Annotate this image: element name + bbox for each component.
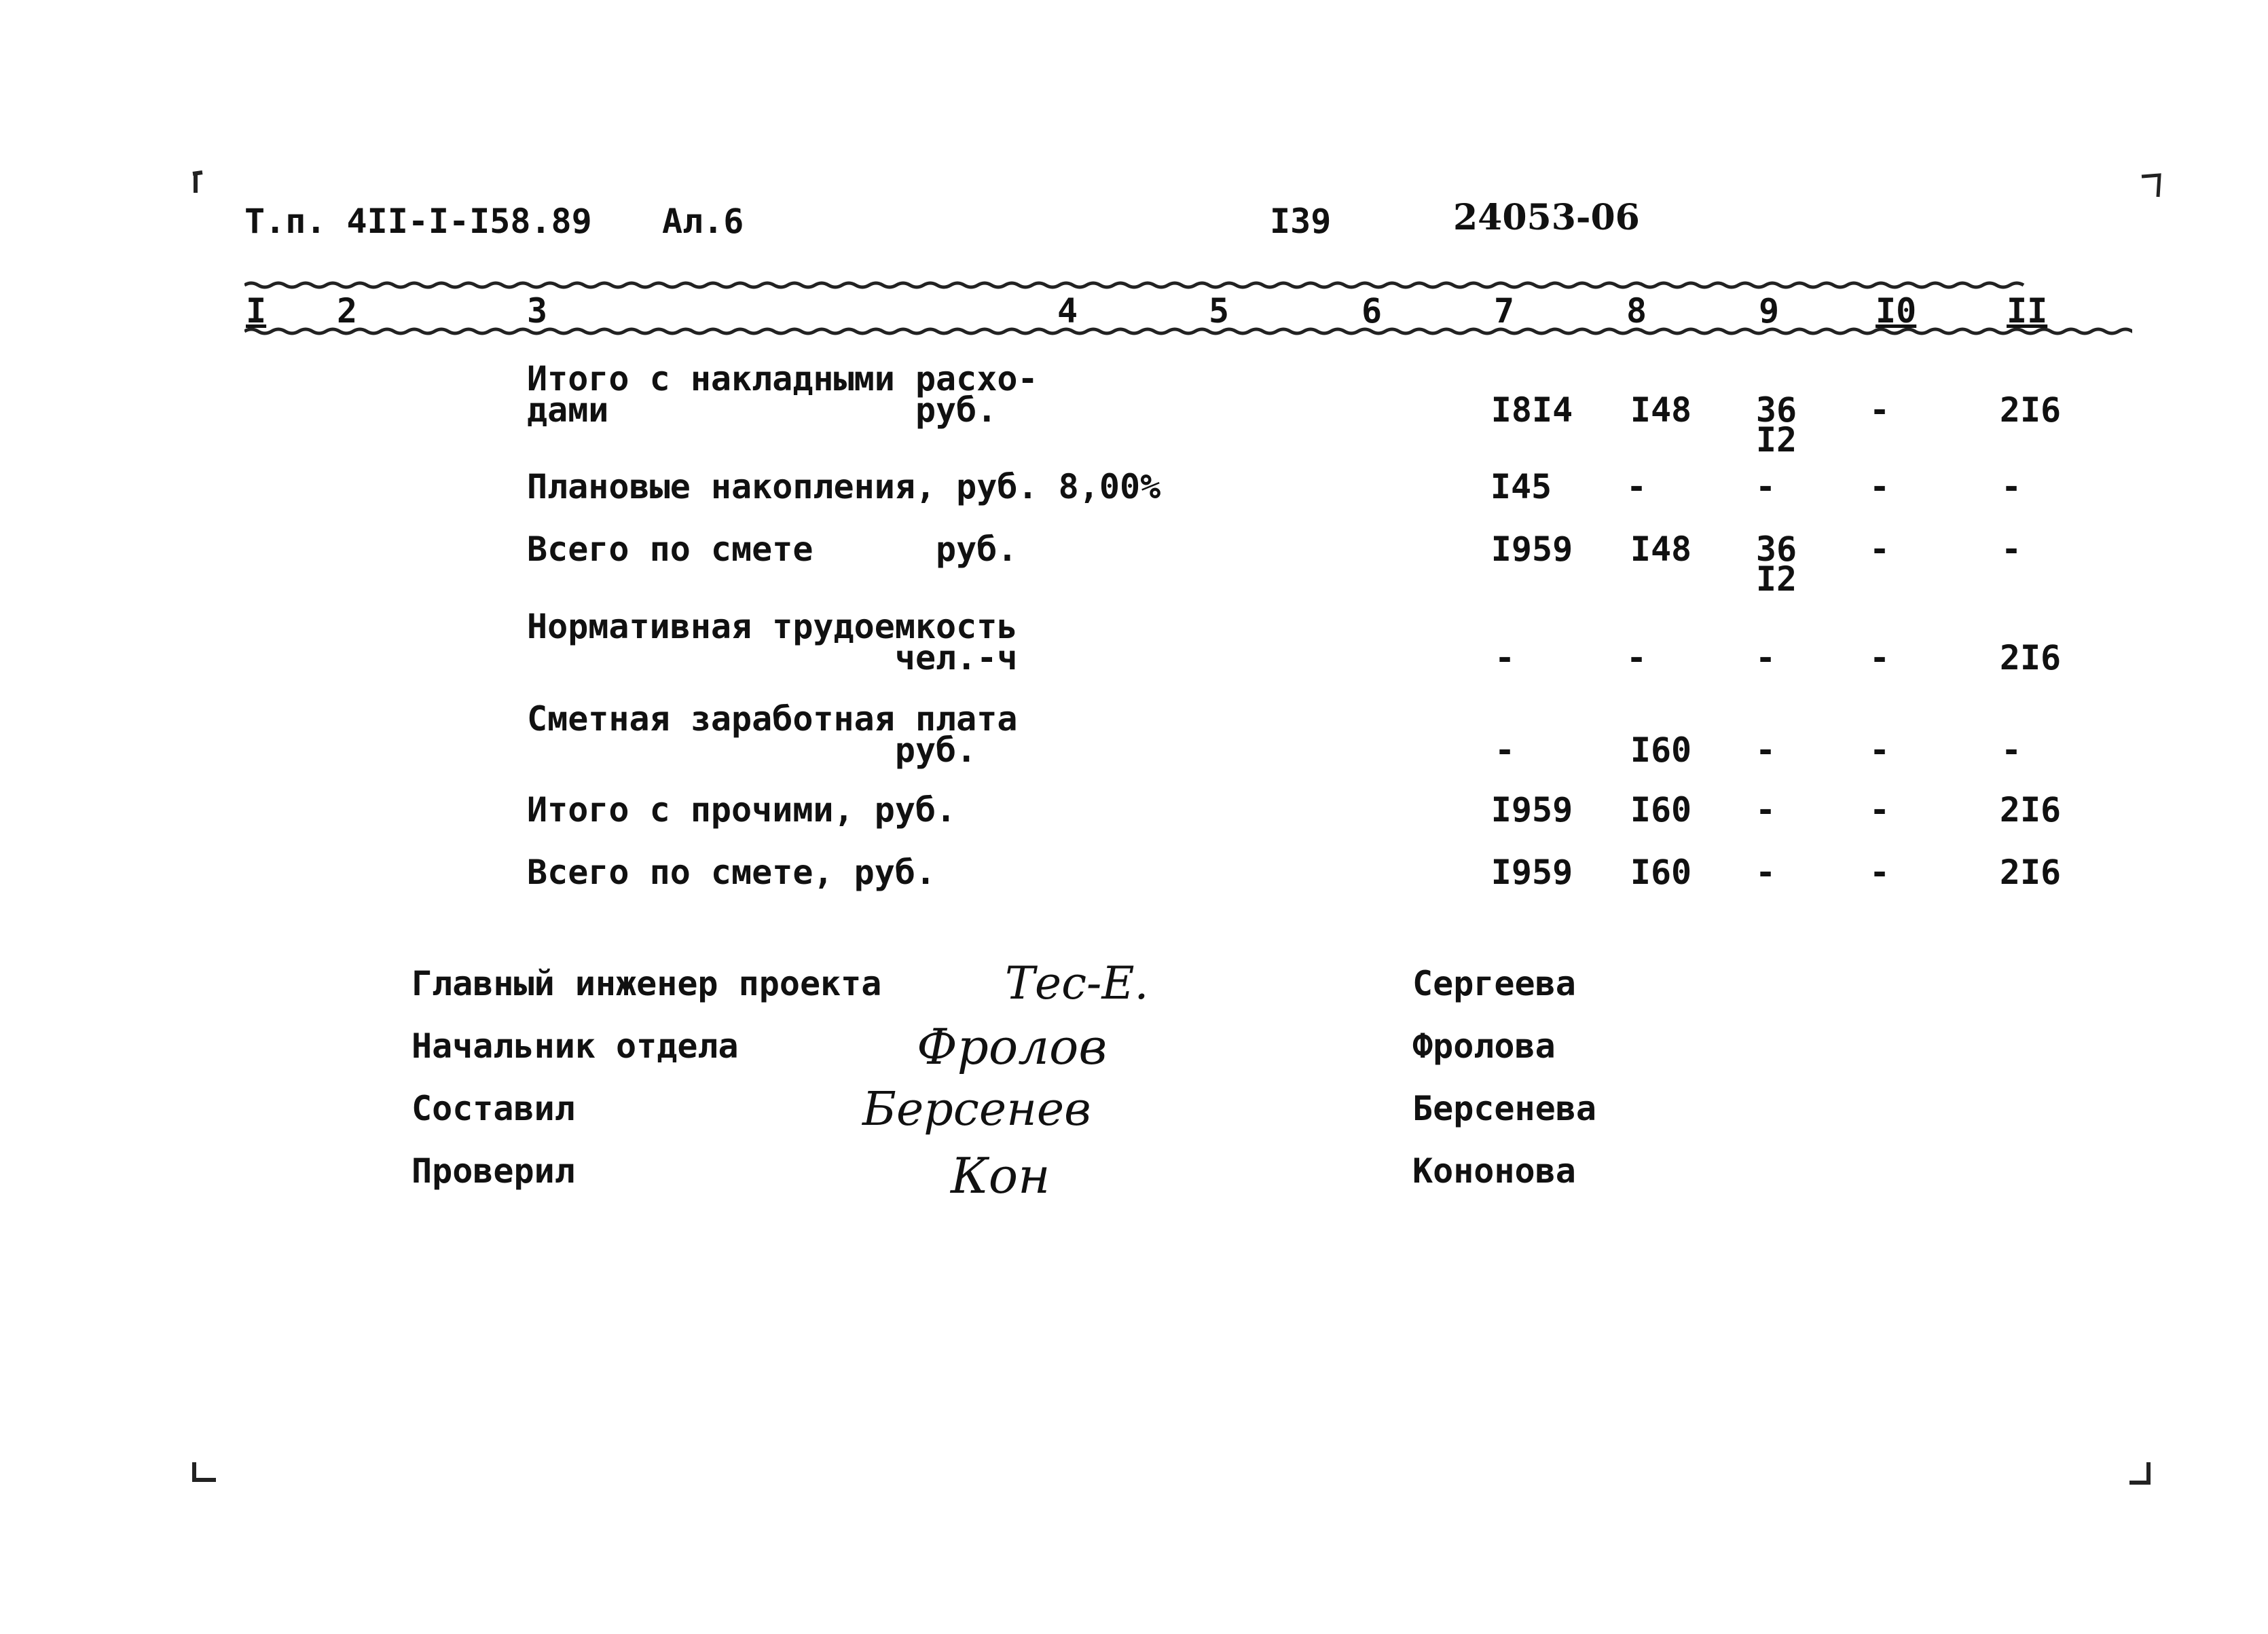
cell-col7: I45	[1490, 467, 1552, 506]
column-number: 8	[1626, 291, 1647, 331]
corner-mark-top-left	[190, 170, 211, 197]
cell-col8: I48	[1630, 530, 1692, 569]
column-number: 9	[1759, 291, 1780, 331]
album-number: Ал.6	[662, 202, 744, 241]
row-label: Всего по смете руб.	[527, 530, 1018, 569]
cell-col8: -	[1626, 467, 1647, 506]
cell-col11: 2I6	[1999, 390, 2062, 430]
page-number: I39	[1270, 202, 1332, 241]
cell-col9: -	[1755, 730, 1776, 770]
row-label-continued: чел.-ч	[527, 638, 1018, 677]
cell-col10: -	[1869, 730, 1890, 770]
cell-col10: -	[1869, 390, 1890, 430]
column-number: I	[246, 291, 267, 331]
handwritten-signature: Кон	[951, 1147, 1050, 1204]
cell-col9-sub: I2	[1755, 559, 1797, 599]
signatory-name: Берсенева	[1412, 1089, 1596, 1128]
cell-col11: 2I6	[1999, 638, 2062, 677]
document-reference: Т.п. 4II-I-I58.89	[244, 202, 592, 241]
cell-col11: -	[2000, 730, 2022, 770]
column-number: 5	[1209, 291, 1230, 331]
row-label: Плановые накопления, руб. 8,00%	[527, 467, 1161, 506]
handwritten-signature: Берсенев	[862, 1083, 1091, 1136]
cell-col8: I60	[1630, 730, 1692, 770]
cell-col7: -	[1494, 730, 1516, 770]
cell-col9: -	[1755, 638, 1776, 677]
signatory-name: Фролова	[1412, 1026, 1556, 1066]
column-number: 7	[1494, 291, 1515, 331]
cell-col8: I48	[1630, 390, 1692, 430]
row-label: Итого с прочими, руб.	[527, 790, 957, 830]
signature-role: Составил	[411, 1089, 575, 1128]
row-label: Всего по смете, руб.	[527, 853, 936, 892]
cell-col7: I959	[1490, 790, 1573, 830]
handwritten-code: 24053-06	[1453, 197, 1640, 238]
cell-col7: I959	[1490, 853, 1573, 892]
handwritten-signature: Тес-Е.	[1005, 957, 1149, 1009]
row-label-continued: руб.	[527, 730, 977, 770]
cell-col11: 2I6	[1999, 790, 2062, 830]
handwritten-signature: Фролов	[917, 1018, 1108, 1075]
cell-col10: -	[1869, 638, 1890, 677]
corner-mark-top-right	[2139, 170, 2166, 204]
column-number: II	[2007, 291, 2048, 331]
signatory-name: Сергеева	[1412, 964, 1576, 1003]
row-label: Нормативная трудоемкость	[527, 607, 1018, 646]
cell-col9: -	[1755, 467, 1776, 506]
cell-col10: -	[1869, 853, 1890, 892]
row-label: Сметная заработная плата	[527, 699, 1018, 739]
cell-col7: I959	[1490, 530, 1573, 569]
table-top-rule	[244, 280, 2132, 291]
cell-col9: 36	[1755, 390, 1797, 430]
cell-col8: I60	[1630, 790, 1692, 830]
cell-col11: 2I6	[1999, 853, 2062, 892]
column-number: 2	[337, 291, 358, 331]
cell-col7: -	[1494, 638, 1516, 677]
cell-col9: 36	[1755, 530, 1797, 569]
signatory-name: Кононова	[1412, 1151, 1576, 1191]
cell-col11: -	[2000, 467, 2022, 506]
cell-col9: -	[1755, 853, 1776, 892]
signature-role: Проверил	[411, 1151, 575, 1191]
cell-col9: -	[1755, 790, 1776, 830]
row-label: Итого с накладными расхо-	[527, 359, 1038, 398]
cell-col10: -	[1869, 530, 1890, 569]
cell-col10: -	[1869, 467, 1890, 506]
cell-col10: -	[1869, 790, 1890, 830]
cell-col7: I8I4	[1490, 390, 1573, 430]
cell-col9-sub: I2	[1755, 420, 1797, 460]
row-label-continued: дами руб.	[527, 390, 998, 430]
column-number: 4	[1057, 291, 1078, 331]
column-number: 3	[527, 291, 548, 331]
cell-col11: -	[2000, 530, 2022, 569]
corner-mark-bottom-left	[189, 1460, 223, 1487]
cell-col8: -	[1626, 638, 1647, 677]
cell-col8: I60	[1630, 853, 1692, 892]
signature-role: Начальник отдела	[411, 1026, 739, 1066]
column-number: I0	[1876, 291, 1917, 331]
corner-mark-bottom-right	[2125, 1460, 2159, 1493]
column-number: 6	[1361, 291, 1383, 331]
signature-role: Главный инженер проекта	[411, 964, 882, 1003]
